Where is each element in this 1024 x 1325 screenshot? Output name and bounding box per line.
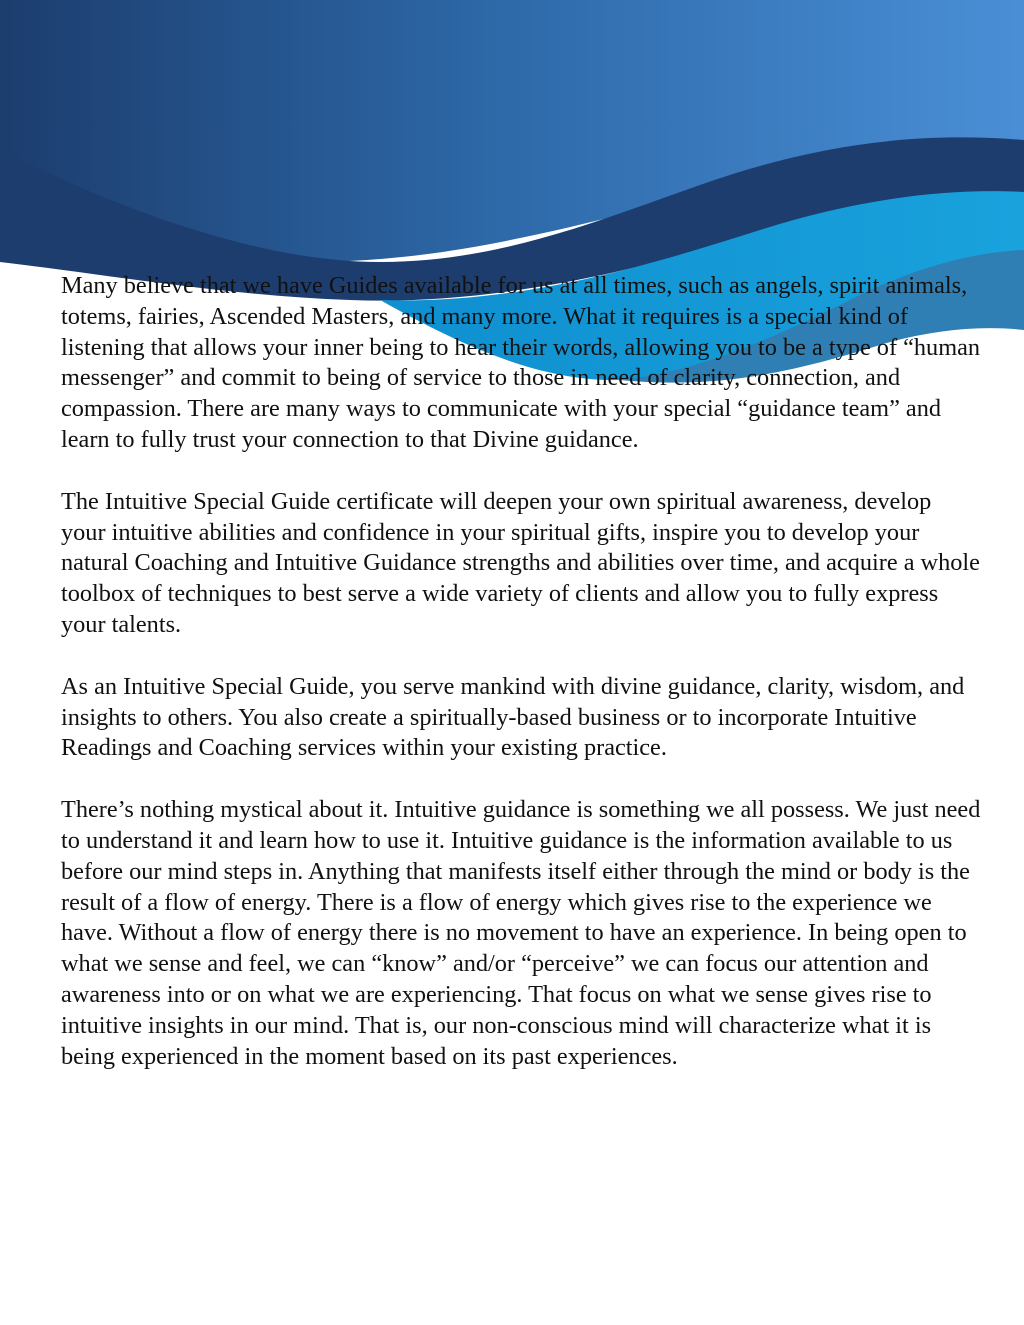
paragraph-intuitive-special-guide: As an Intuitive Special Guide, you serve mankind with divine guidance, clarity, wisdom, and insights to others. You also create a spiritually-based business or to incorporate Intuitive Readings and Coaching services within your existing practice.: [61, 672, 965, 762]
paragraph-guides: Many believe that we have Guides available for us at all times, such as angels, spirit animals, totems, fairies, Ascended Masters, and many more. What it requires is a special kind of listening that allows your inner being to hear their words, allowing you to be a type of “human messenger” and commit to being of service to those in need of clarity, connection, and compassion. There are many ways to communicate with your special “guidance team” and learn to fully trust your connection to that Divine guidance.: [61, 272, 981, 453]
paragraph-certificate: The Intuitive Special Guide certificate will deepen your own spiritual awareness, develop your intuitive abilities and confidence in your spiritual gifts, inspire you to develop your natural Coaching and Intuitive Guidance strengths and abilities over time, and acquire a whole toolbox of techniques to best serve a wide variety of clients and allow you to fully express your talents.: [61, 487, 980, 638]
paragraph-intuitive-guidance: There’s nothing mystical about it. Intuitive guidance is something we all possess. We just need to understand it and learn how to use it. Intuitive guidance is the information available to us before our mind steps in. Anything that manifests itself either through the mind or body is the result of a flow of energy. There is a flow of energy which gives rise to the experience we have. Without a flow of energy there is no movement to have an experience. In being open to what we sense and feel, we can “know” and/or “perceive” we can focus our attention and awareness into or on what we are experiencing. That focus on what we sense gives rise to intuitive insights in our mind. That is, our non-conscious mind will characterize what it is being experienced in the moment based on its past experiences.: [61, 796, 981, 1070]
document-body: [61, 271, 981, 1103]
